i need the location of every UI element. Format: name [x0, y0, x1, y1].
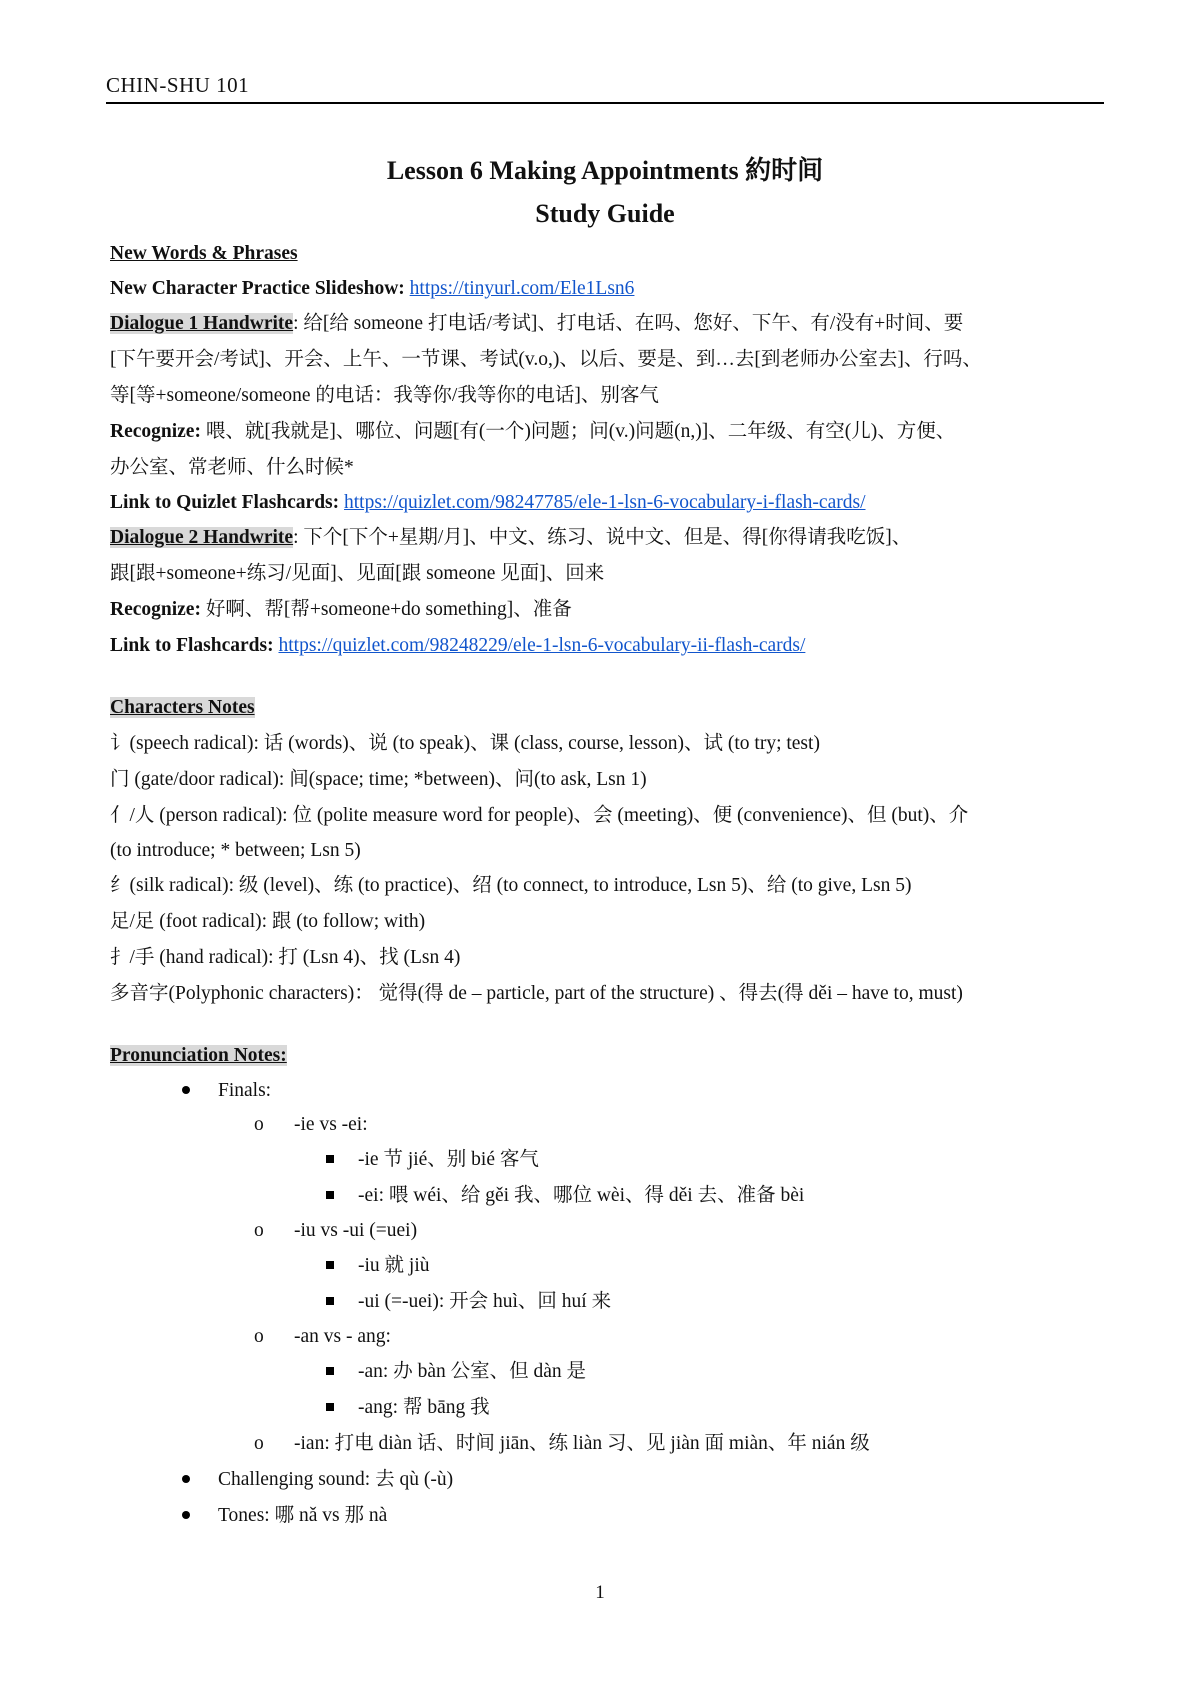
dialogue1-label: Dialogue 1 Handwrite	[110, 313, 294, 334]
dialogue1-text-2: [下午要开会/考试]、开会、上午、一节课、考试(v.o,)、以后、要是、到…去[到老师办公室去]、行吗、	[110, 349, 982, 370]
recognize2-text: 好啊、帮[帮+someone+do something]、准备	[200, 599, 572, 620]
char-note-foot: 足/足 (foot radical): 跟 (to follow; with)	[110, 911, 426, 932]
main-content	[110, 236, 1110, 1534]
dialogue2-text-1: : 下个[下个+星期/月]、中文、练习、说中文、但是、得[你得请我吃饭]、	[293, 527, 912, 548]
group-ie-ei-item-1	[110, 1142, 1110, 1178]
slideshow-line	[110, 272, 1110, 306]
new-words-heading-line	[110, 236, 1110, 272]
group-ie-ei	[110, 1108, 1110, 1142]
course-code: CHIN-SHU 101	[106, 73, 250, 97]
group-ie-ei-label: -ie vs -ei:	[294, 1114, 368, 1135]
tones-text: Tones: 哪 nǎ vs 那 nà	[218, 1505, 388, 1526]
char-note-gate: 门 (gate/door radical): 间(space; time; *between)、问(to ask, Lsn 1)	[110, 769, 647, 790]
pron-item-text: -ie 节 jié、别 bié 客气	[358, 1149, 539, 1170]
square-bullet-icon	[326, 1261, 334, 1269]
pronunciation-heading: Pronunciation Notes:	[110, 1045, 287, 1066]
recognize1-text-2: 办公室、常老师、什么时候*	[110, 457, 354, 478]
finals-label: Finals:	[218, 1080, 272, 1101]
quizlet1-line	[110, 486, 1110, 520]
dialogue1-text-1: : 给[给 someone 打电话/考试]、打电话、在吗、您好、下午、有/没有+时间、要	[293, 313, 964, 334]
char-note-hand: 扌/手 (hand radical): 打 (Lsn 4)、找 (Lsn 4)	[110, 947, 461, 968]
circle-bullet-icon: o	[254, 1326, 264, 1347]
square-bullet-icon	[326, 1403, 334, 1411]
pron-item-text: -an: 办 bàn 公室、但 dàn 是	[358, 1361, 587, 1382]
recognize1-line-1	[110, 414, 1110, 450]
circle-bullet-icon: o	[254, 1433, 264, 1454]
pron-item-text: -iu 就 jiù	[358, 1255, 430, 1276]
recognize1-line-2	[110, 450, 1110, 486]
recognize2-line	[110, 592, 1110, 628]
group-iu-ui-label: -iu vs -ui (=uei)	[294, 1220, 418, 1241]
pron-item-text: -ui (=-uei): 开会 huì、回 huí 来	[358, 1291, 612, 1312]
new-words-heading: New Words & Phrases	[110, 243, 298, 264]
page-number: 1	[595, 1582, 605, 1603]
dialogue1-text-3: 等[等+someone/someone 的电话：我等你/我等你的电话]、别客气	[110, 385, 659, 406]
tones-item	[110, 1498, 1110, 1534]
flashcards2-link[interactable]: https://quizlet.com/98248229/ele-1-lsn-6-vocabulary-ii-flash-cards/	[278, 635, 806, 656]
dialogue2-text-2: 跟[跟+someone+练习/见面]、见面[跟 someone 见面]、回来	[110, 563, 605, 584]
group-ian	[110, 1426, 1110, 1462]
flashcards2-line	[110, 628, 1110, 664]
pron-item-text: -ang: 帮 bāng 我	[358, 1397, 490, 1418]
recognize2-label: Recognize:	[110, 599, 201, 620]
char-note-polyphonic: 多音字(Polyphonic characters)： 觉得(得 de – particle, part of the structure) 、得去(得 děi – have to, must)	[110, 983, 963, 1004]
lesson-title: Lesson 6 Making Appointments 約时间	[386, 156, 824, 185]
characters-heading-line	[110, 690, 1110, 726]
page-header	[106, 72, 1104, 104]
bullet-icon	[182, 1086, 190, 1094]
challenging-text: Challenging sound: 去 qù (-ù)	[218, 1469, 454, 1490]
characters-heading: Characters Notes	[110, 697, 255, 718]
group-ie-ei-item-2	[110, 1178, 1110, 1214]
group-iu-ui	[110, 1214, 1110, 1248]
slideshow-label: New Character Practice Slideshow:	[110, 278, 405, 299]
spacer	[110, 664, 1110, 690]
group-iu-ui-item-2	[110, 1284, 1110, 1320]
square-bullet-icon	[326, 1367, 334, 1375]
group-an-ang-item-1	[110, 1354, 1110, 1390]
dialogue2-line-2	[110, 556, 1110, 592]
bullet-icon	[182, 1511, 190, 1519]
flashcards2-label: Link to Flashcards:	[110, 635, 274, 656]
quizlet1-link[interactable]: https://quizlet.com/98247785/ele-1-lsn-6-vocabulary-i-flash-cards/	[344, 492, 866, 513]
finals-item	[110, 1074, 1110, 1108]
group-an-ang-label: -an vs - ang:	[294, 1326, 391, 1347]
bullet-icon	[182, 1475, 190, 1483]
group-iu-ui-item-1	[110, 1248, 1110, 1284]
pron-item-text: -ei: 喂 wéi、给 gěi 我、哪位 wèi、得 děi 去、准备 bèi	[358, 1185, 805, 1206]
dialogue2-line-1	[110, 520, 1110, 556]
dialogue1-line-2	[110, 342, 1110, 378]
spacer	[110, 1012, 1110, 1038]
dialogue1-line-3	[110, 378, 1110, 414]
char-note-person: 亻/人 (person radical): 位 (polite measure word for people)、会 (meeting)、便 (convenience)、但 (but)、介	[110, 805, 969, 826]
square-bullet-icon	[326, 1191, 334, 1199]
group-an-ang	[110, 1320, 1110, 1354]
circle-bullet-icon: o	[254, 1114, 264, 1135]
square-bullet-icon	[326, 1297, 334, 1305]
circle-bullet-icon: o	[254, 1220, 264, 1241]
dialogue2-label: Dialogue 2 Handwrite	[110, 527, 294, 548]
char-note-person-cont: (to introduce; * between; Lsn 5)	[110, 840, 361, 861]
slideshow-link[interactable]: https://tinyurl.com/Ele1Lsn6	[409, 278, 635, 299]
recognize1-label: Recognize:	[110, 421, 201, 442]
dialogue1-line-1	[110, 306, 1110, 342]
group-ian-text: -ian: 打电 diàn 话、时间 jiān、练 liàn 习、见 jiàn 面 miàn、年 nián 级	[294, 1433, 870, 1454]
challenging-item	[110, 1462, 1110, 1498]
char-note-silk: 纟(silk radical): 级 (level)、练 (to practice)、绍 (to connect, to introduce, Lsn 5)、给 (to give, Lsn 5)	[110, 875, 912, 896]
pronunciation-heading-line	[110, 1038, 1110, 1074]
study-guide-title: Study Guide	[535, 199, 675, 228]
square-bullet-icon	[326, 1155, 334, 1163]
recognize1-text-1: 喂、就[我就是]、哪位、问题[有(一个)问题；问(v.)问题(n,)]、二年级、有空(儿)、方便、	[200, 421, 956, 442]
quizlet1-label: Link to Quizlet Flashcards:	[110, 492, 340, 513]
char-note-speech: 讠(speech radical): 话 (words)、说 (to speak)、课 (class, course, lesson)、试 (to try; test)	[110, 733, 820, 754]
group-an-ang-item-2	[110, 1390, 1110, 1426]
